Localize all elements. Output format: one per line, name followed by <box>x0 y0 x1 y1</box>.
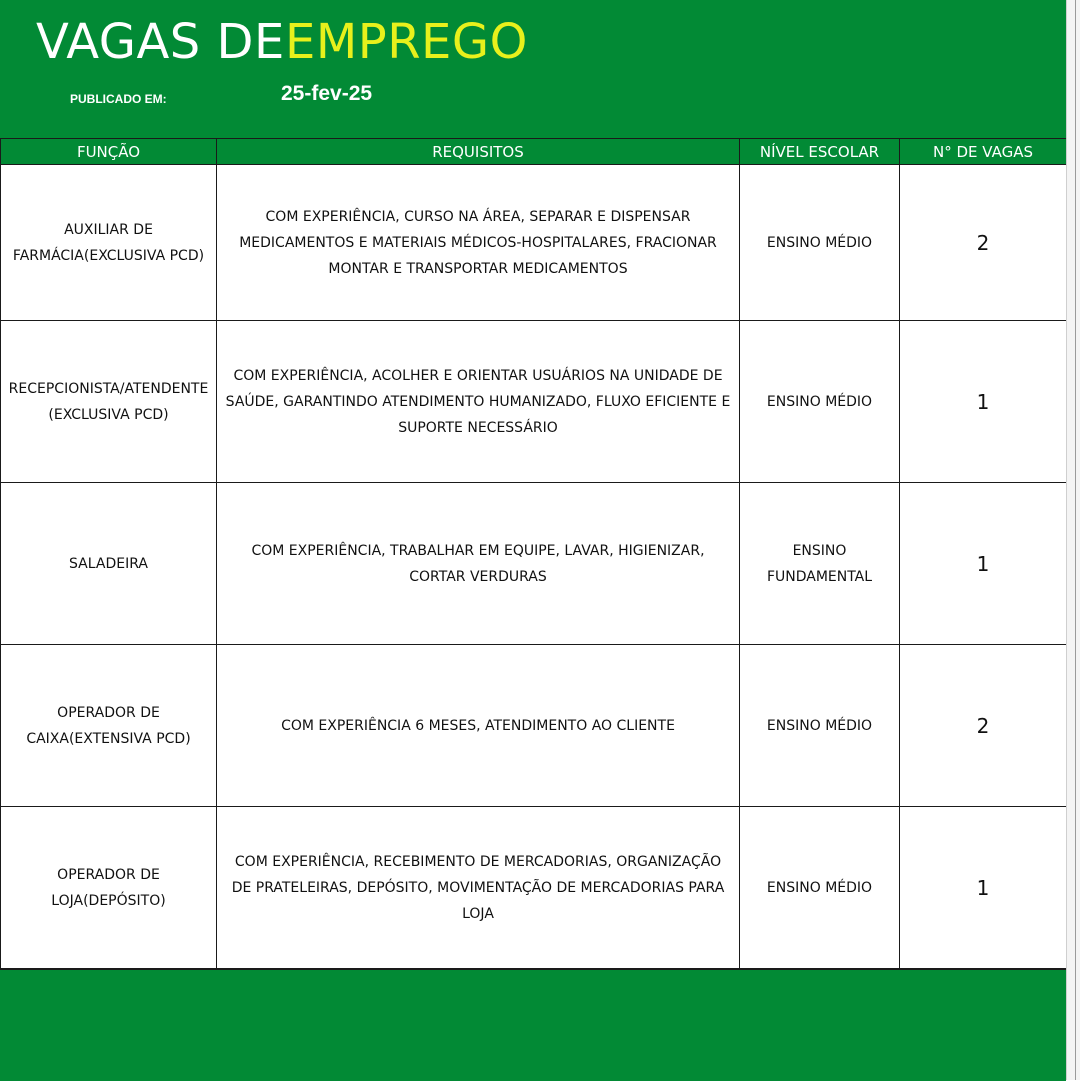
cell-funcao: AUXILIAR DE FARMÁCIA(EXCLUSIVA PCD) <box>1 165 217 321</box>
cell-requisitos: COM EXPERIÊNCIA, ACOLHER E ORIENTAR USUÁRIOS NA UNIDADE DE SAÚDE, GARANTINDO ATENDIMENTO HUMANIZADO, FLUXO EFICIENTE E SUPORTE NECESSÁRIO <box>217 321 740 483</box>
cell-requisitos: COM EXPERIÊNCIA, TRABALHAR EM EQUIPE, LAVAR, HIGIENIZAR, CORTAR VERDURAS <box>217 483 740 645</box>
table-header-row <box>1 139 1067 165</box>
cell-nivel: ENSINO FUNDAMENTAL <box>740 483 900 645</box>
cell-nivel: ENSINO MÉDIO <box>740 321 900 483</box>
cell-requisitos: COM EXPERIÊNCIA, CURSO NA ÁREA, SEPARAR E DISPENSAR MEDICAMENTOS E MATERIAIS MÉDICOS-HOSPITALARES, FRACIONAR MONTAR E TRANSPORTAR MEDICAMENTOS <box>217 165 740 321</box>
cell-requisitos: COM EXPERIÊNCIA, RECEBIMENTO DE MERCADORIAS, ORGANIZAÇÃO DE PRATELEIRAS, DEPÓSITO, MOVIMENTAÇÃO DE MERCADORIAS PARA LOJA <box>217 807 740 969</box>
table-row <box>1 321 1067 483</box>
cell-vagas: 1 <box>900 807 1067 969</box>
cell-funcao: OPERADOR DE CAIXA(EXTENSIVA PCD) <box>1 645 217 807</box>
cell-funcao: RECEPCIONISTA/ATENDENTE (EXCLUSIVA PCD) <box>1 321 217 483</box>
table-row <box>1 645 1067 807</box>
sheet-right-edge <box>1066 0 1080 1080</box>
column-header-nivel-escolar: NÍVEL ESCOLAR <box>740 139 900 165</box>
column-header-vagas: N° DE VAGAS <box>900 139 1067 165</box>
cell-vagas: 2 <box>900 645 1067 807</box>
column-header-requisitos: REQUISITOS <box>217 139 740 165</box>
table-row <box>1 165 1067 321</box>
title-part-1: VAGAS DE <box>36 14 285 70</box>
cell-requisitos: COM EXPERIÊNCIA 6 MESES, ATENDIMENTO AO CLIENTE <box>217 645 740 807</box>
column-header-funcao: FUNÇÃO <box>1 139 217 165</box>
title-part-2: EMPREGO <box>285 14 528 70</box>
published-label: PUBLICADO EM: <box>70 92 167 106</box>
published-date: 25-fev-25 <box>281 82 373 105</box>
cell-vagas: 2 <box>900 165 1067 321</box>
table-row <box>1 807 1067 969</box>
cell-vagas: 1 <box>900 483 1067 645</box>
cell-funcao: SALADEIRA <box>1 483 217 645</box>
header-banner <box>0 0 1066 139</box>
cell-nivel: ENSINO MÉDIO <box>740 645 900 807</box>
footer-banner <box>0 969 1066 1081</box>
cell-vagas: 1 <box>900 321 1067 483</box>
cell-nivel: ENSINO MÉDIO <box>740 165 900 321</box>
table-row <box>1 483 1067 645</box>
jobs-table <box>0 138 1067 969</box>
cell-nivel: ENSINO MÉDIO <box>740 807 900 969</box>
cell-funcao: OPERADOR DE LOJA(DEPÓSITO) <box>1 807 217 969</box>
